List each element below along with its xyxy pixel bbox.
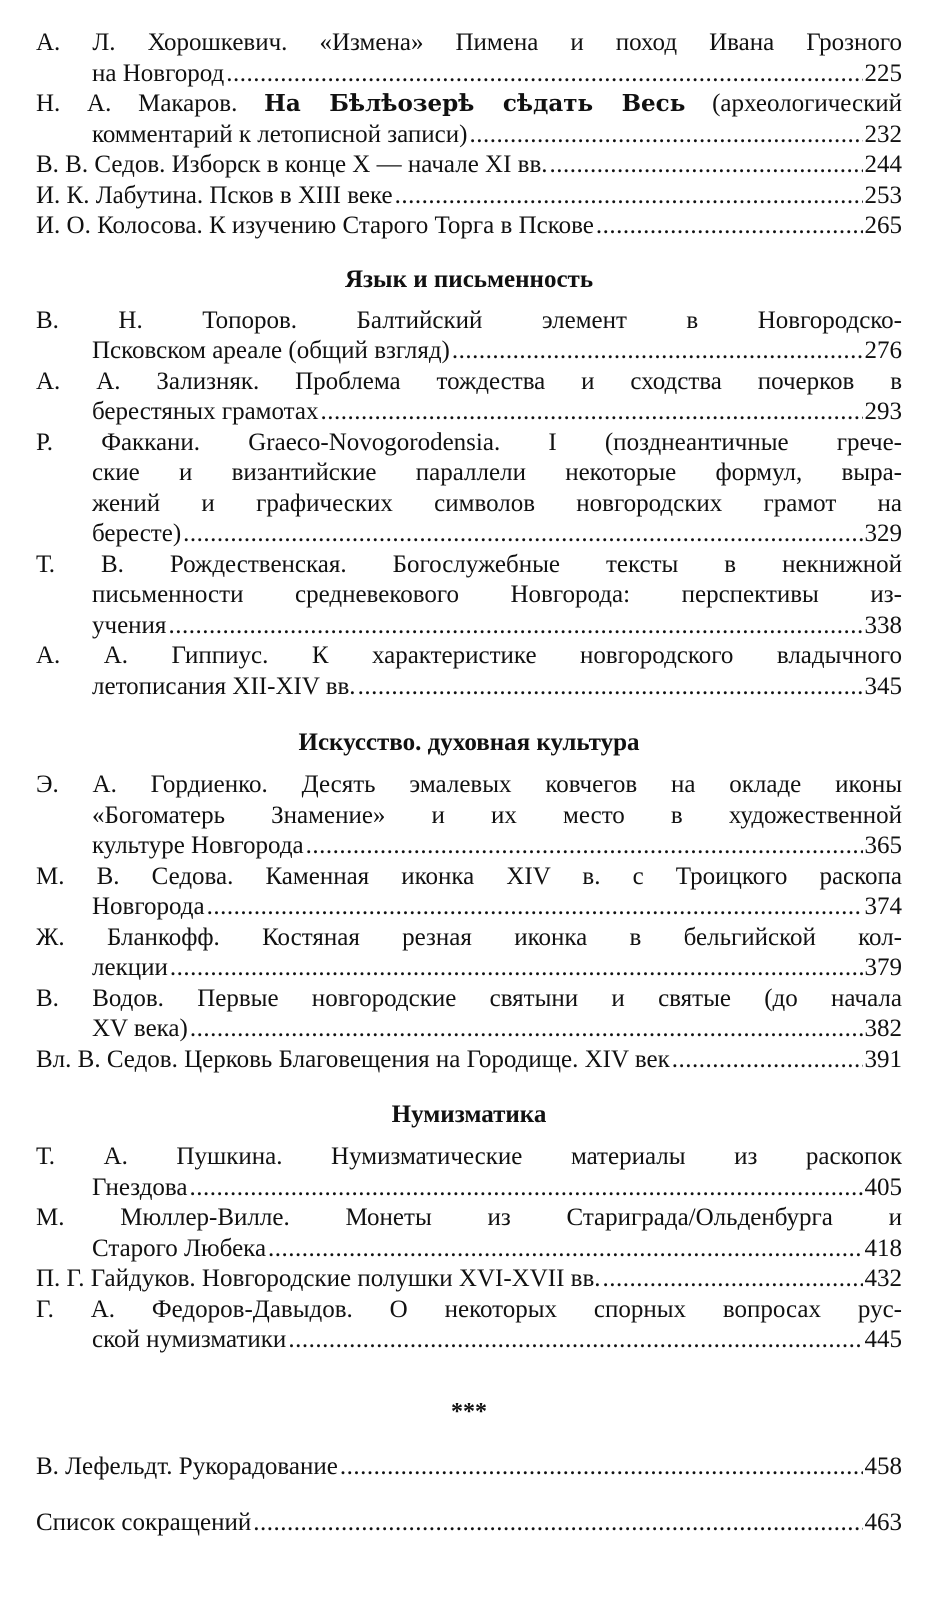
leader-dots <box>190 1014 863 1045</box>
page-number: 253 <box>864 181 902 209</box>
leader-dots <box>183 519 862 550</box>
toc-entry-line: И. О. Колосова. К изучению Старого Торга в Пскове <box>36 212 594 239</box>
page-number: 338 <box>864 611 902 639</box>
toc-entry-kolosova <box>36 211 902 242</box>
leader-dots <box>395 181 863 212</box>
section-heading: Язык и письменность <box>344 265 594 293</box>
toc-author: Н. А. Макаров. <box>36 90 238 117</box>
toc-section-art <box>36 728 902 1075</box>
section-heading: Нумизматика <box>391 1101 547 1128</box>
toc-entry-line: XV века) <box>92 1015 188 1042</box>
toc-entry-zaliznyak <box>36 367 902 428</box>
toc-entry-line: культуре Новгорода <box>92 832 304 859</box>
toc-entry-line: Псковском ареале (общий взгляд) <box>92 337 450 364</box>
toc-entry-line: М. В. Седова. Каменная иконка XIV в. с Троицкого раскопа <box>36 862 902 890</box>
toc-entry-line: Э. А. Гордиенко. Десять эмалевых ковчегов на окладе иконы <box>36 771 902 798</box>
toc-entry-line: Т. А. Пушкина. Нумизматические материалы из раскопок <box>36 1143 902 1170</box>
toc-section-numismatics <box>36 1100 902 1356</box>
leader-dots <box>170 953 863 984</box>
toc-entry-line: М. Мюллер-Вилле. Монеты из Стариграда/Ольденбурга и <box>36 1204 902 1231</box>
page-number: 391 <box>864 1045 902 1073</box>
old-slavonic-quote: На Бѣлѣозерѣ сѣдать Весь <box>264 90 686 117</box>
toc-entry-makarov <box>36 89 902 150</box>
toc-entry-line: В. Н. Топоров. Балтийский элемент в Новгородско- <box>36 306 902 334</box>
toc-entry-line: В. В. Седов. Изборск в конце X — начале XI вв. <box>36 151 548 178</box>
toc-entry-abbreviations <box>36 1508 902 1539</box>
toc-entry-blankoff <box>36 923 902 984</box>
toc-entry-line: Вл. В. Седов. Церковь Благовещения на Городище. XIV век <box>36 1045 670 1073</box>
toc-entry-line: И. К. Лабутина. Псков в XIII веке <box>36 181 393 209</box>
page-number: 232 <box>864 120 902 148</box>
leader-dots <box>253 1508 862 1539</box>
leader-dots <box>469 120 862 151</box>
toc-entry-line: ские и византийские параллели некоторые формул, выра- <box>92 459 902 486</box>
leader-dots <box>452 336 863 367</box>
page-number: 365 <box>864 832 902 859</box>
leader-dots <box>358 672 863 703</box>
toc-entry-sedov <box>36 150 902 181</box>
leader-dots <box>226 59 862 90</box>
leader-dots <box>168 611 862 642</box>
toc-entry-gordienko <box>36 770 902 862</box>
section-heading: Искусство. духовная культура <box>298 729 640 756</box>
toc-entry-line: Старого Любека <box>92 1234 267 1262</box>
toc-entry-line: Список сокращений <box>36 1509 252 1536</box>
toc-section-history <box>36 28 902 242</box>
toc-entry-sedova <box>36 862 902 923</box>
page-number: 329 <box>864 520 902 547</box>
page-number: 463 <box>864 1509 902 1536</box>
leader-dots <box>190 1173 863 1204</box>
page-number: 405 <box>864 1173 902 1201</box>
toc-entry-line: В. Водов. Первые новгородские святыни и святые (до начала <box>36 984 902 1012</box>
page-number: 244 <box>864 151 902 178</box>
toc-entry-line: ской нумизматики <box>92 1326 287 1353</box>
toc-entry-toporov <box>36 306 902 367</box>
toc-entry-line: Новгорода <box>92 893 205 920</box>
toc-entry-text: (археологический <box>712 90 903 117</box>
toc-entry-line: бересте) <box>92 520 182 547</box>
page-number: 418 <box>864 1234 902 1262</box>
toc-entry-rozhdestvenskaya <box>36 550 902 642</box>
toc-entry-line: Т. В. Рождественская. Богослужебные тексты в некнижной <box>36 550 902 578</box>
page-number: 458 <box>864 1452 902 1480</box>
toc-entry-lefeldt <box>36 1452 902 1483</box>
page-number: 379 <box>864 954 902 981</box>
page-number: 432 <box>864 1265 902 1292</box>
page-number: 225 <box>864 59 902 87</box>
page-number: 293 <box>864 398 902 425</box>
page-number: 265 <box>864 212 902 239</box>
toc-entry-line: комментарий к летописной записи) <box>92 120 468 148</box>
leader-dots <box>596 211 863 242</box>
toc-entry-line: Ж. Бланкофф. Костяная резная иконка в бельгийской кол- <box>36 923 902 951</box>
toc-entry-line: учения <box>92 611 167 639</box>
toc-entry-line: летописания XII-XIV вв. <box>92 672 356 700</box>
page-number: 276 <box>864 337 902 364</box>
toc-entry-vl-sedov <box>36 1045 902 1076</box>
leader-dots <box>207 892 863 923</box>
toc-entry-line: на Новгород <box>92 59 225 87</box>
page-number: 445 <box>864 1326 902 1353</box>
leader-dots <box>340 1452 863 1483</box>
leader-dots <box>550 150 863 181</box>
toc-entry-gippius <box>36 641 902 702</box>
toc-entry-line: «Богоматерь Знамение» и их место в художественной <box>92 801 902 829</box>
toc-entry-line: П. Г. Гайдуков. Новгородские полушки XVI-XVII вв. <box>36 1265 601 1292</box>
leader-dots <box>288 1325 862 1356</box>
toc-entry-line: жений и графических символов новгородских грамот на <box>92 489 902 517</box>
toc-entry-line: А. А. Гиппиус. К характеристике новгородского владычного <box>36 642 902 669</box>
toc-entry-khoroshkevich <box>36 28 902 89</box>
leader-dots <box>306 831 863 862</box>
toc-entry-labutina <box>36 181 902 212</box>
toc-entry-line: Г. А. Федоров-Давыдов. О некоторых спорных вопросах рус- <box>36 1295 902 1323</box>
leader-dots <box>672 1045 863 1076</box>
toc-entry-line: письменности средневекового Новгорода: перспективы из- <box>92 581 902 608</box>
toc-entry-line: Р. Факкани. Graeco-Novogorodensia. I (позднеантичные грече- <box>36 428 902 456</box>
table-of-contents <box>36 28 902 1539</box>
toc-entry-faccani <box>36 428 902 550</box>
page-number: 382 <box>864 1015 902 1042</box>
leader-dots <box>603 1264 863 1295</box>
toc-entry-gaydukov <box>36 1264 902 1295</box>
page-number: 374 <box>864 893 902 920</box>
toc-entry-line: В. Лефельдт. Рукорадование <box>36 1452 338 1480</box>
toc-entry-pushkina <box>36 1142 902 1203</box>
toc-entry-line: Гнездова <box>92 1173 188 1201</box>
toc-section-language <box>36 265 902 703</box>
toc-entry-line: берестяных грамотах <box>92 398 319 425</box>
leader-dots <box>321 397 863 428</box>
toc-entry-line: лекции <box>92 954 168 981</box>
toc-entry-fedorov-davydov <box>36 1295 902 1356</box>
toc-entry-vodoff <box>36 984 902 1045</box>
toc-entry-line: А. А. Зализняк. Проблема тождества и сходства почерков в <box>36 367 902 395</box>
toc-entry-muller-wille <box>36 1203 902 1264</box>
page-number: 345 <box>864 672 902 700</box>
leader-dots <box>268 1234 862 1265</box>
toc-entry-line: А. Л. Хорошкевич. «Измена» Пимена и поход Ивана Грозного <box>36 29 902 56</box>
section-separator-stars: *** <box>451 1398 487 1425</box>
toc-entry-line <box>36 89 902 120</box>
